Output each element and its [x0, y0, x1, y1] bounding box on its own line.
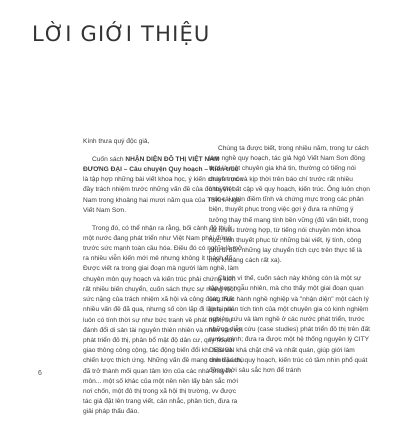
right-column: [209, 144, 370, 384]
page-number: 6: [38, 370, 42, 377]
paragraph-context: Trong đó, có thể nhận ra rằng, bối cảnh đô thị ở một nước đang phát triển như Việt Nam phải đứng trước sức mạnh toàn cầu hóa. Điều đó có nghĩa là mở ra nhiều viễn kiến mới mẻ nhưng không ít thách đố. Được viết ra trong giai đoạn mà người làm nghề, làm chuyên môn quy hoạch và kiến trúc phải chứng kiến rất nhiều biến chuyển, cuốn sách thực sự mang một sức nặng của trách nhiệm xã hội và công động. Rất nhiều vấn đề đã qua, nhưng số còn lặp đi lặp lại và luôn có tính thời sự như bức tranh về phát triển, sự đánh đổi di sản tài nguyên thiên nhiên và nhân văn với phát triển đô thị, phân bổ mật độ dân cư, quy hoạch giao thông công cộng, tác động biến đổi khí hậu và chiến lược thích ứng. Những vấn đề mang tính đặc thù đã trở thành mối quan tâm lớn của các nhà chuyên môn... một số khác của một nền nền lấy bản sắc mới nơi chốn, một đô thị trong xã hội thị trường, vv được tác giả đặt lên trang viết, cân nhắc, phân tích, đưa ra giải pháp thấu đáo.: [83, 224, 244, 416]
paragraph-author: Chúng ta được biết, trong nhiều năm, trong tư cách làm nghề quy hoạch, tác giả Ngô Viết Nam Sơn đồng thời là một chuyên gia khá tin, thường có tiếng nói chính trực và kịp thời trên báo chí trước rất nhiều chuyện bất cập về quy hoạch, kiến trúc. Ông luôn chọn một cái nhìn điềm tĩnh và chứng mực trong các phản biện, thuyết phục trong việc gợi ý đưa ra những ý tưởng thay thế mang tính bền vững (đủ vấn biết, trong rất nhiều trường hợp, từ tiếng nói chuyên môn khoa học, tính thuyết phục từ những bài viết, lý tính, công phu đi đến những lay chuyển tích cực trên thực tế là một khoảng cách rất xa).: [209, 145, 370, 265]
greeting: Kính thưa quý độc giả,: [83, 138, 150, 145]
intro-text: Cuốn sách: [92, 155, 126, 163]
intro-rest: là tập hợp những bài viết khoa học, ý kiến chuyên môn đầy trách nhiệm trước những vấn đề của đô thị Việt Nam trong khoảng hai mươi năm qua của TSKH. Ngô Viết Nam Sơn.: [83, 176, 244, 214]
book-title: NHẬN DIỆN ĐÔ THỊ VIỆT NAM ĐƯƠNG ĐẠI – Câu chuyện Quy hoạch – Kiến trúc: [83, 155, 239, 173]
paragraph-city-design: Chính vì thế, cuốn sách này không còn là một sự tập hợp ngẫu nhiên, mà cho thấy một giai đoạn quan sát, thực hành nghề nghiệp và "nhận diện" một cách lý tính, phân tích tinh của một chuyên gia có kinh nghiệm nghiên cứu và làm nghề ở các nước phát triển, trước những diễn cứu (case studies) phát triển đô thị trên đất nước mình; đưa ra được một hệ thống nguyên lý CITY DESIGN khá chặt chẽ và nhất quán, giúp giới làm chính sách, quy hoạch, kiến trúc có tầm nhìn phổ quát đồng thời sâu sắc hơn để tránh: [209, 275, 370, 375]
page-title: LỜI GIỚI THIỆU: [32, 22, 211, 46]
